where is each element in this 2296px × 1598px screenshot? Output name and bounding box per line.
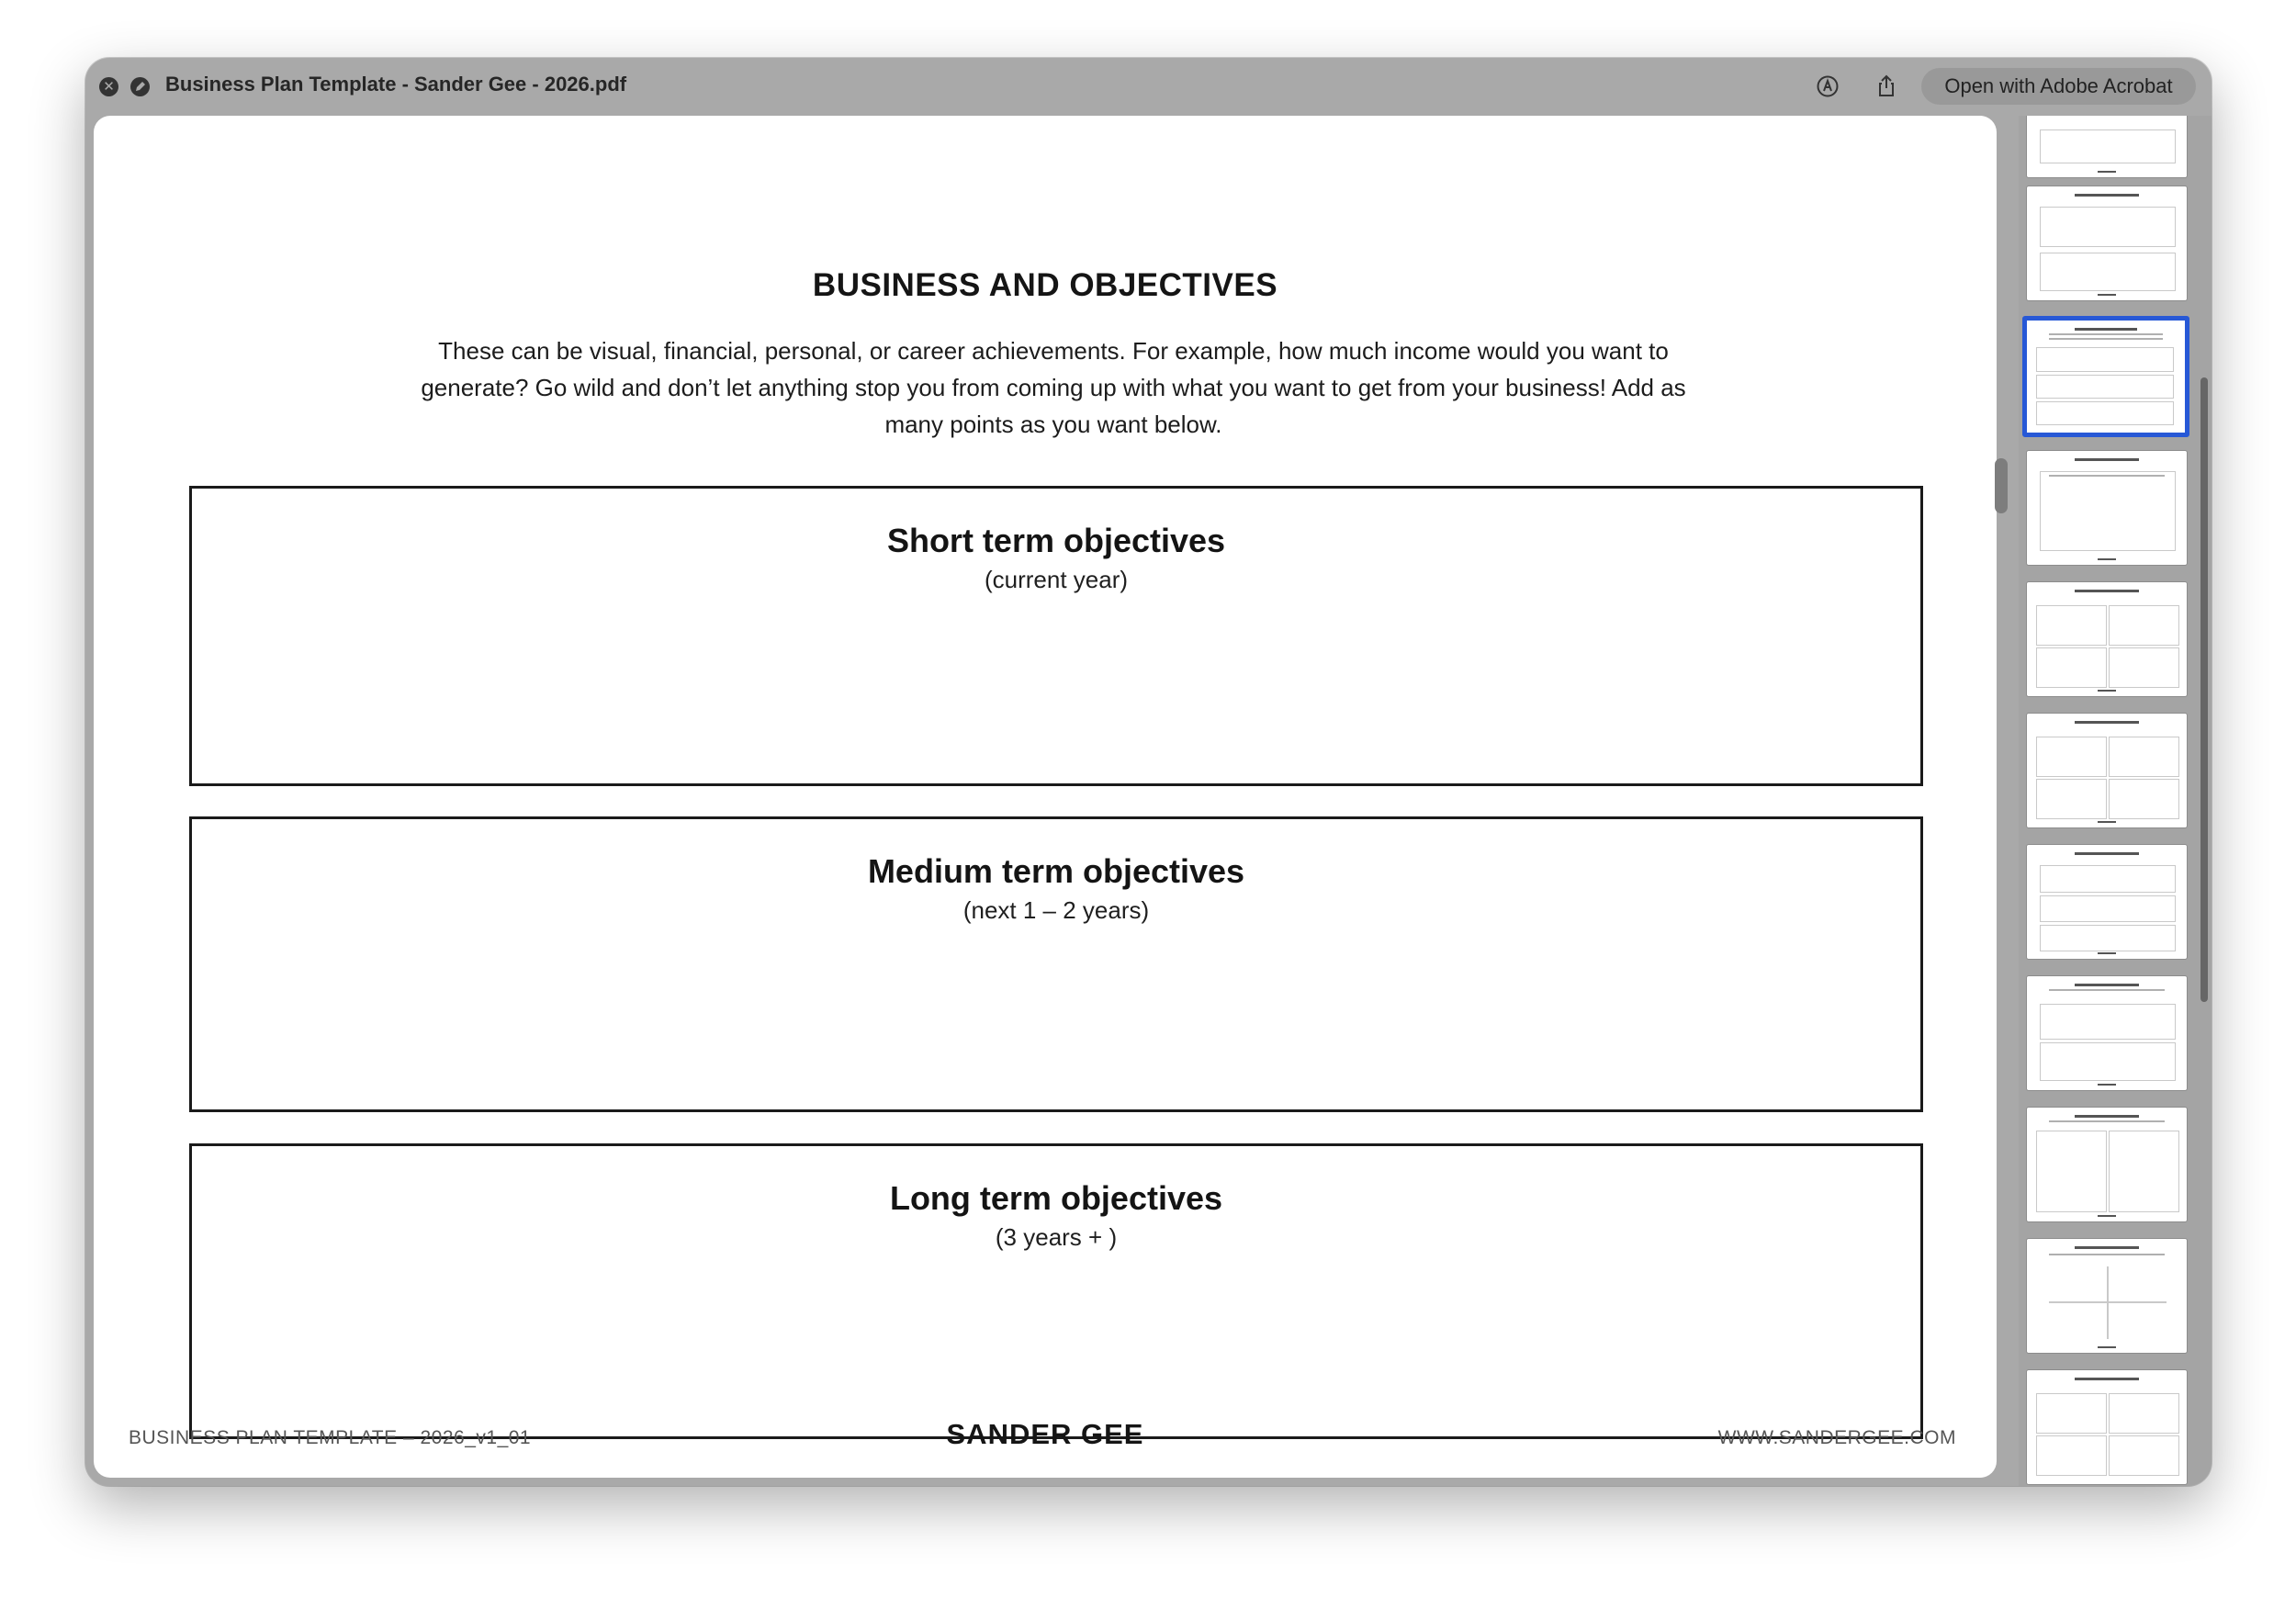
thumbnail-scrollbar[interactable] — [2200, 377, 2208, 1002]
annotate-icon[interactable] — [1815, 73, 1840, 99]
footer-brand: SANDER GEE — [946, 1418, 1144, 1450]
share-icon[interactable] — [1874, 73, 1899, 99]
close-icon[interactable]: ✕ — [99, 77, 118, 96]
intro-paragraph: These can be visual, financial, personal, or career achievements. For example, how much income would you want to generate? Go wild and don’t let anything stop you from coming up with what you want to get from your business! Add as many points as you want below. — [421, 337, 1686, 438]
page-thumbnail[interactable] — [2026, 1107, 2188, 1222]
page-scrollbar-thumb[interactable] — [1995, 458, 2008, 513]
footer-document-version: BUSINESS PLAN TEMPLATE – 2026_v1_01 — [129, 1427, 532, 1448]
pencil-glyph — [130, 77, 150, 96]
section-title: Short term objectives — [886, 522, 1226, 559]
page-thumbnail[interactable] — [2026, 186, 2188, 301]
title-bar — [85, 58, 2212, 115]
page-thumbnail[interactable] — [2026, 1238, 2188, 1354]
section-subtitle: (3 years + ) — [995, 1223, 1118, 1251]
page-thumbnail[interactable] — [2026, 975, 2188, 1091]
short-term-objectives-box[interactable] — [189, 486, 1923, 786]
page-thumbnail[interactable] — [2026, 1369, 2188, 1485]
markup-icon[interactable] — [130, 77, 150, 96]
section-subtitle: (next 1 – 2 years) — [962, 896, 1150, 924]
window-title: Business Plan Template - Sander Gee - 2026.pdf — [165, 73, 627, 96]
page-thumbnail[interactable] — [2026, 844, 2188, 960]
thumbnail-sidebar — [2019, 116, 2212, 1486]
medium-term-objectives-box[interactable] — [189, 816, 1923, 1112]
open-with-acrobat-button[interactable]: Open with Adobe Acrobat — [1921, 68, 2196, 105]
section-title: Long term objectives — [889, 1179, 1223, 1217]
pdf-preview-window — [85, 58, 2212, 1486]
page-thumbnail[interactable] — [2026, 116, 2188, 178]
footer-website: WWW.SANDERGEE.COM — [1717, 1427, 1956, 1448]
pdf-page — [94, 116, 1997, 1478]
page-thumbnail[interactable] — [2026, 450, 2188, 566]
section-subtitle: (current year) — [984, 566, 1129, 593]
page-thumbnail[interactable] — [2026, 581, 2188, 697]
page-thumbnail[interactable] — [2026, 713, 2188, 828]
long-term-objectives-box[interactable] — [189, 1143, 1923, 1439]
section-title: Medium term objectives — [867, 852, 1245, 890]
page-heading: BUSINESS AND OBJECTIVES — [812, 267, 1278, 303]
page-thumbnail-selected[interactable] — [2022, 316, 2189, 437]
